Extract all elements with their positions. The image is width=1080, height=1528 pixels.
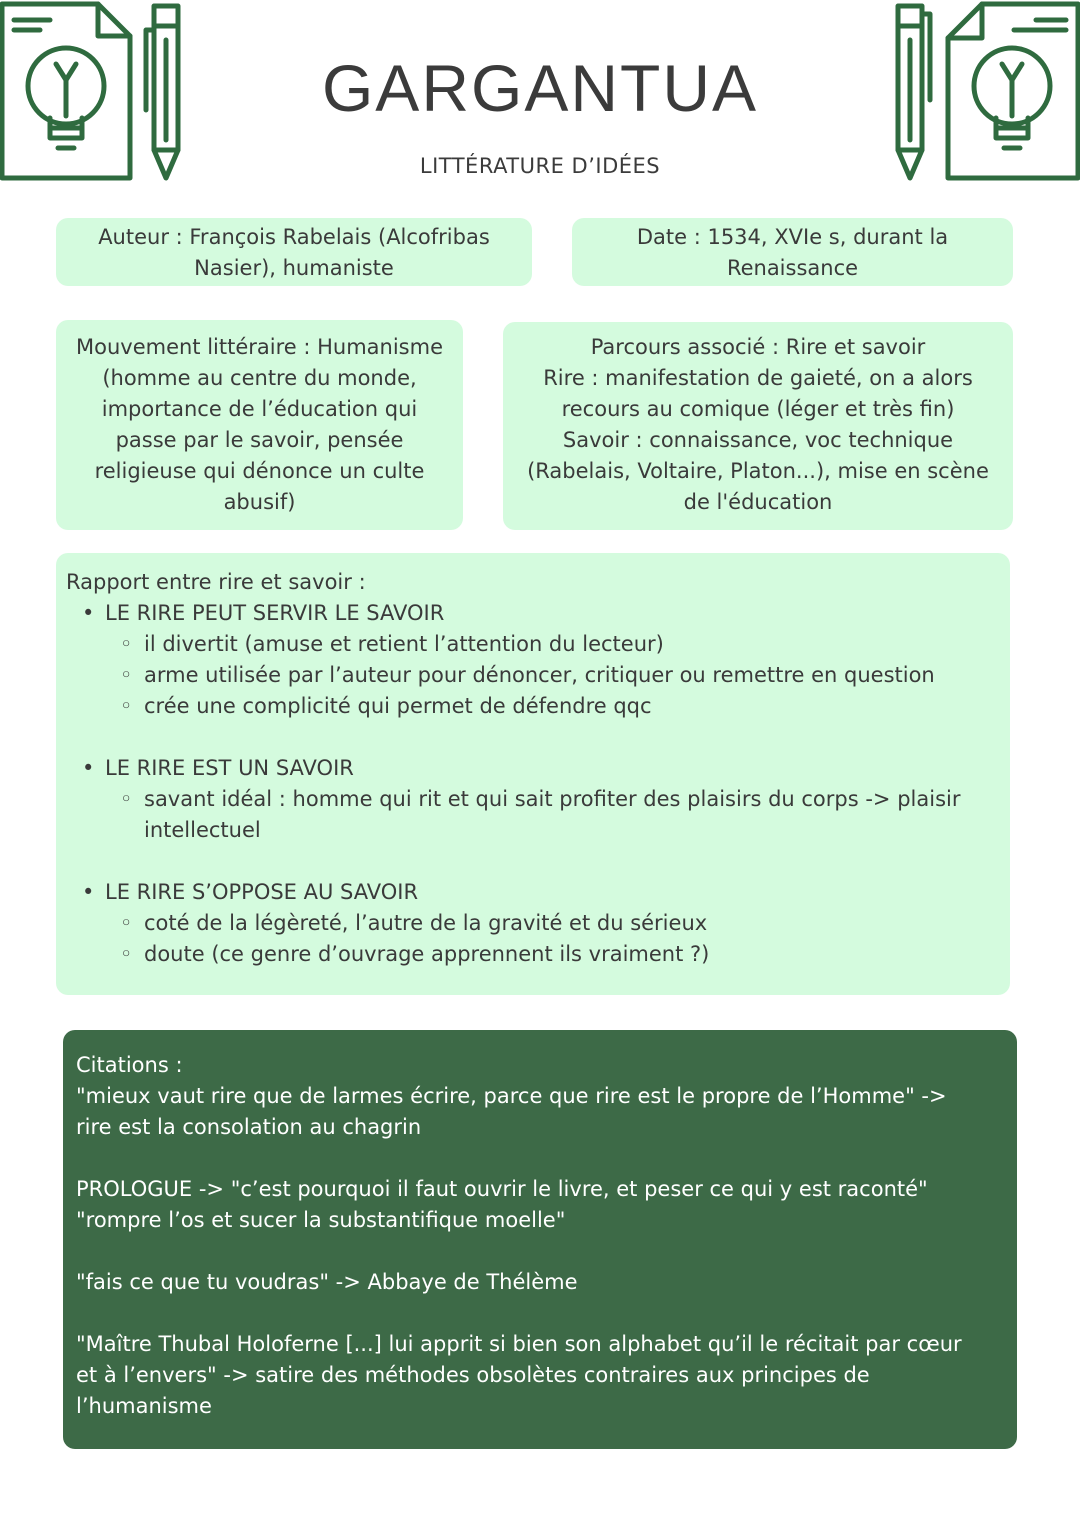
circle-bullet-icon: ◦ bbox=[120, 694, 133, 718]
author-card bbox=[56, 218, 532, 286]
author-line: Nasier), humaniste bbox=[194, 256, 394, 280]
rapport-card bbox=[56, 553, 1010, 995]
date-line: Renaissance bbox=[726, 256, 859, 280]
circle-bullet-icon: ◦ bbox=[120, 942, 133, 966]
date-card bbox=[572, 218, 1013, 286]
parcours-line: Rire : manifestation de gaieté, on a alors bbox=[543, 366, 973, 390]
parcours-line: recours au comique (léger et très fin) bbox=[561, 397, 955, 421]
citation-line: "Maître Thubal Holoferne [...] lui apprit si bien son alphabet qu’il le récitait par cœur bbox=[76, 1332, 962, 1356]
spacer bbox=[76, 1236, 1005, 1267]
bullet-section bbox=[66, 877, 1000, 908]
rapport-heading: Rapport entre rire et savoir : bbox=[66, 570, 366, 594]
citation-line: "rompre l’os et sucer la substantifique moelle" bbox=[76, 1208, 566, 1232]
movement-card bbox=[56, 320, 463, 530]
bullet-icon: • bbox=[82, 756, 95, 780]
page-title: GARGANTUA bbox=[321, 51, 759, 125]
sub-bullet-item bbox=[66, 660, 1000, 691]
bullet-icon: • bbox=[82, 601, 95, 625]
bullet-section-title: LE RIRE PEUT SERVIR LE SAVOIR bbox=[105, 601, 445, 625]
parcours-line: de l'éducation bbox=[683, 490, 833, 514]
spacer bbox=[76, 1298, 1005, 1329]
spacer bbox=[66, 846, 1000, 877]
bullet-icon: • bbox=[82, 880, 95, 904]
movement-line: religieuse qui dénonce un culte bbox=[94, 459, 425, 483]
circle-bullet-icon: ◦ bbox=[120, 911, 133, 935]
date-line: Date : 1534, XVIe s, durant la bbox=[636, 225, 949, 249]
circle-bullet-icon: ◦ bbox=[120, 663, 133, 687]
sub-bullet-text: savant idéal : homme qui rit et qui sait profiter des plaisirs du corps -> plaisir bbox=[144, 787, 961, 811]
sub-bullet-text: coté de la légèreté, l’autre de la gravité et du sérieux bbox=[144, 911, 708, 935]
citation-line: et à l’envers" -> satire des méthodes obsolètes contraires aux principes de bbox=[76, 1363, 870, 1387]
movement-line: importance de l’éducation qui bbox=[101, 397, 418, 421]
bullet-section bbox=[66, 598, 1000, 629]
sub-bullet-item bbox=[66, 629, 1000, 660]
sub-bullet-item bbox=[66, 784, 1000, 815]
movement-line: passe par le savoir, pensée bbox=[115, 428, 404, 452]
parcours-line: Parcours associé : Rire et savoir bbox=[590, 335, 926, 359]
sub-bullet-text: intellectuel bbox=[144, 818, 261, 842]
parcours-card bbox=[503, 322, 1013, 530]
citation-line: "fais ce que tu voudras" -> Abbaye de Thélème bbox=[76, 1270, 578, 1294]
sub-bullet-text: arme utilisée par l’auteur pour dénoncer, critiquer ou remettre en question bbox=[144, 663, 935, 687]
sub-bullet-continuation bbox=[66, 815, 1000, 846]
citation-line: "mieux vaut rire que de larmes écrire, parce que rire est le propre de l’Homme" -> bbox=[76, 1084, 947, 1108]
sub-bullet-text: crée une complicité qui permet de défendre qqc bbox=[144, 694, 652, 718]
spacer bbox=[66, 722, 1000, 753]
sub-bullet-text: doute (ce genre d’ouvrage apprennent ils vraiment ?) bbox=[144, 942, 710, 966]
sub-bullet-item bbox=[66, 908, 1000, 939]
spacer bbox=[76, 1143, 1005, 1174]
citation-line: l’humanisme bbox=[76, 1394, 212, 1418]
bullet-section bbox=[66, 753, 1000, 784]
movement-line: abusif) bbox=[223, 490, 296, 514]
parcours-line: Savoir : connaissance, voc technique bbox=[562, 428, 954, 452]
parcours-line: (Rabelais, Voltaire, Platon...), mise en scène bbox=[527, 459, 989, 483]
citation-line: PROLOGUE -> "c’est pourquoi il faut ouvrir le livre, et peser ce qui y est raconté" bbox=[76, 1177, 928, 1201]
circle-bullet-icon: ◦ bbox=[120, 787, 133, 811]
sub-bullet-item bbox=[66, 939, 1000, 970]
page-subtitle: LITTÉRATURE D’IDÉES bbox=[419, 154, 661, 178]
citations-card bbox=[63, 1030, 1017, 1449]
bullet-section-title: LE RIRE EST UN SAVOIR bbox=[105, 756, 354, 780]
sub-bullet-text: il divertit (amuse et retient l’attention du lecteur) bbox=[144, 632, 664, 656]
citation-line: rire est la consolation au chagrin bbox=[76, 1115, 422, 1139]
bullet-section-title: LE RIRE S’OPPOSE AU SAVOIR bbox=[105, 880, 419, 904]
movement-line: Mouvement littéraire : Humanisme bbox=[75, 335, 444, 359]
citations-heading: Citations : bbox=[76, 1053, 183, 1077]
author-line: Auteur : François Rabelais (Alcofribas bbox=[98, 225, 490, 249]
movement-line: (homme au centre du monde, bbox=[102, 366, 417, 390]
circle-bullet-icon: ◦ bbox=[120, 632, 133, 656]
sub-bullet-item bbox=[66, 691, 1000, 722]
